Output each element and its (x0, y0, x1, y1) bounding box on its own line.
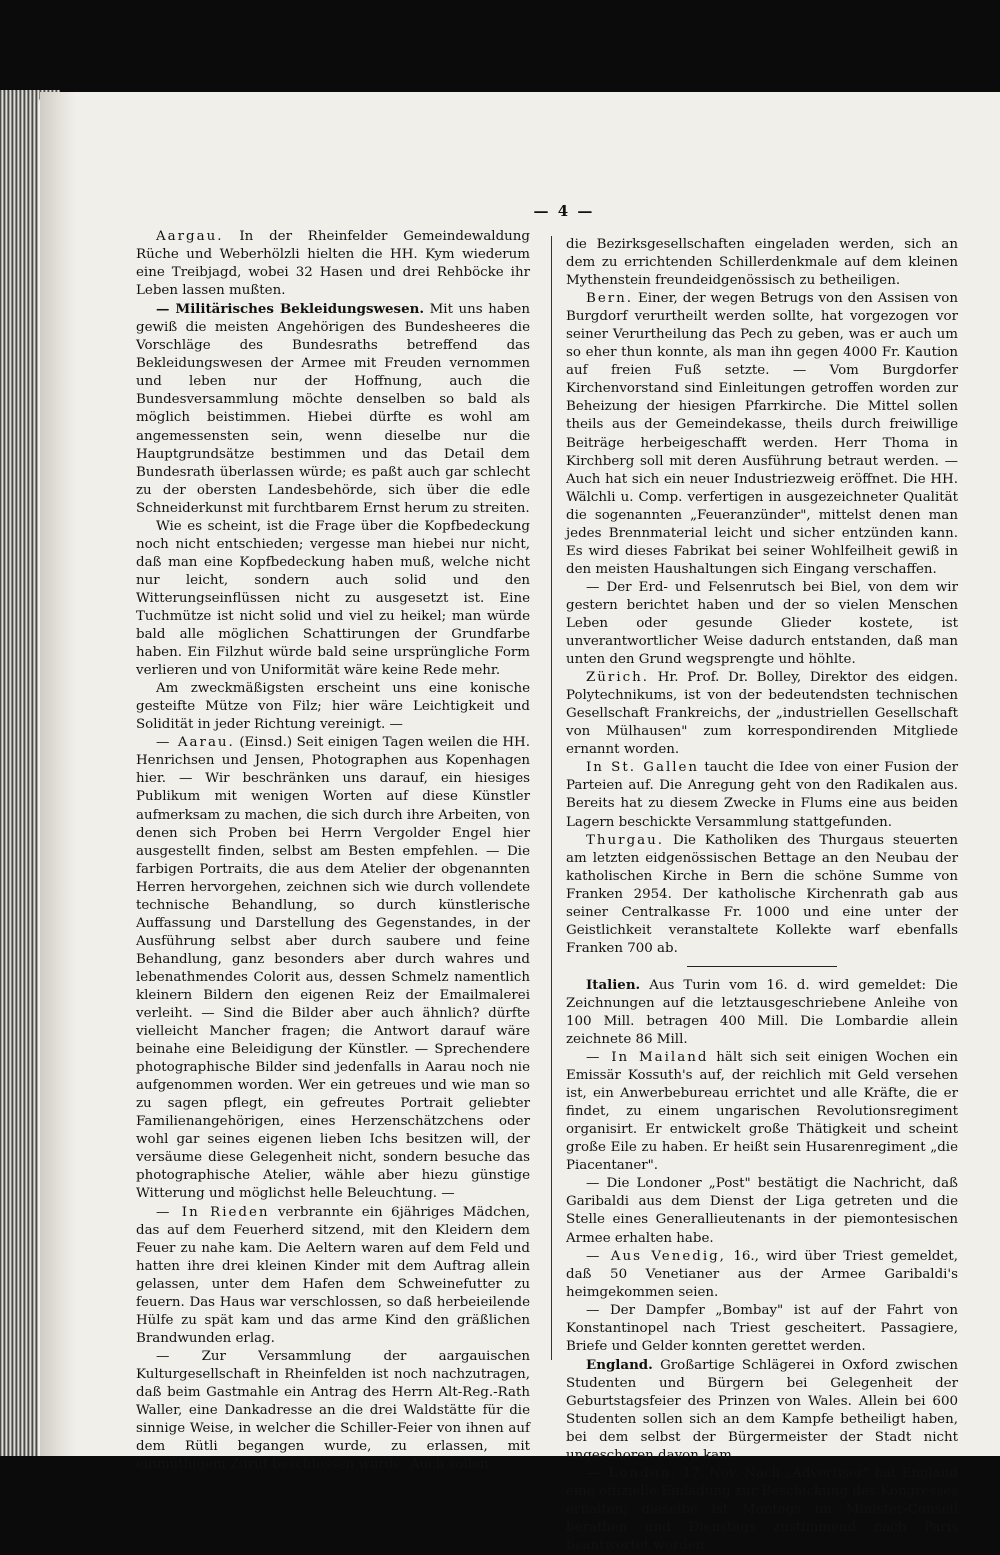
article (566, 976, 958, 1049)
article (136, 518, 530, 680)
article (136, 1348, 530, 1474)
article-text: Am zweckmäßigsten erscheint uns eine konische gesteifte Mütze von Filz; hier wäre Leichtigkeit und Solidität in jeder Richtung vereinigt. — (136, 681, 530, 733)
article-lead: — Der Erd- und Felsenrutsch (586, 579, 796, 595)
article-lead: — In Rieden (156, 1204, 270, 1220)
article-text: 17. Nov. Nach „Advertiser" hat England eine offizielle Einladung zur Beschickung des Kongresses erhalten; dieselbe ist Montags im Minister-Conseil berathen und Dienstags zustimmend nach Paris beantwortet worden. (566, 1466, 958, 1554)
article (566, 1465, 958, 1555)
article-lead: Thurgau. (586, 832, 665, 848)
article (136, 734, 530, 1203)
article (566, 832, 958, 958)
column-divider (551, 236, 552, 1360)
section-divider (687, 966, 837, 967)
article-text: die Bezirksgesellschaften eingeladen werden, sich an dem zu errichtenden Schillerdenkmale auf dem kleinen Mythenstein freundeidgenössisch zu betheiligen. (566, 237, 958, 289)
article-text: In der Rheinfelder Gemeindewaldung Rüche und Weberhölzli hielten die HH. Kym wiederum eine Treibjagd, wobei 32 Hasen und drei Rehböcke ihr Leben lassen mußten. (136, 229, 530, 299)
article-text: ist auf der Fahrt von Konstantinopel nach Triest gescheitert. Passagiere, Briefe und Gelder konnten gerettet werden. (566, 1302, 958, 1354)
article-lead: — Aarau. (156, 735, 235, 751)
article-text: Aus Turin vom 16. d. wird gemeldet: Die Zeichnungen auf die letztausgeschriebene Anleihe von 100 Mill. betragen 400 Mill. Die Lombardie allein zeichnete 86 Mill. (566, 977, 958, 1048)
page-gutter (40, 92, 76, 1456)
article-lead: — London, (586, 1466, 678, 1482)
right-column (566, 236, 958, 1555)
article (566, 1302, 958, 1356)
article-text: 16., wird über Triest gemeldet, daß 50 Venetianer aus der Armee Garibaldi's heimgekommen seien. (566, 1248, 958, 1300)
article (566, 669, 958, 759)
article-lead: — Militärisches Bekleidungswesen. (156, 301, 424, 318)
article-lead: Aargau. (156, 229, 224, 244)
article (566, 1248, 958, 1302)
section-heading: England. (586, 1356, 653, 1373)
article-text: (Einsd.) Seit einigen Tagen weilen die HH. Henrichsen und Jensen, Photographen aus Kopenhagen hier. — Wir beschränken uns darauf, ein hiesiges Publikum mit wenigen Worten auf diese Künstler aufmerksam zu machen, die sich durch ihre Arbeiten, von denen sich Proben bei Herrn Vergolder Engel hier ausgestellt finden, selbst am Besten empfehlen. — Die farbigen Portraits, die aus dem Atelier der obgenannten Herren hervorgehen, zeichnen sich wie durch vollendete technische Behandlung, so durch künstlerische Auffassung und Darstellung des Gegenstandes, in der Ausführung selbst aber durch saubere und feine Behandlung, ganz besonders aber durch wahres und lebenathmendes Colorit aus, dessen Schmelz namentlich kleinern Bildern den eigenen Reiz der Emailmalerei verleiht. — Sind die Bilder aber auch ähnlich? dürfte vielleicht Mancher fragen; die Antwort darauf wäre beinahe eine Beleidigung der Künstler. — Sprechendere photographische Bilder sind jedenfalls in Aarau noch nie aufgenommen worden. Wer ein getreues und wie man so zu sagen pflegt, ein gefreutes Portrait geliebter Familienangehörigen, eines Herzenschätzchens oder wohl gar seines eigenen lieben Ichs besitzen will, der versäume diese Gelegenheit nicht, sondern besuche das photographische Atelier, wähle aber hiezu günstige Witterung und möglichst helle Beleuchtung. — (136, 735, 530, 1202)
article (566, 236, 958, 290)
article (136, 228, 530, 300)
article-lead: — Der Dampfer „Bombay" (586, 1302, 784, 1318)
article (566, 1175, 958, 1247)
article-text: Die Katholiken des Thurgaus steuerten am letzten eidgenössischen Bettage an den Neubau der katholischen Kirche in Bern die schöne Summe von Franken 2954. Der katholische Kirchenrath gab aus seiner Centralkasse Fr. 1000 und eine unter der Geistlichkeit veranstaltete Kollekte warf ebenfalls Franken 700 ab. (566, 832, 958, 956)
article-text: bei Biel, von dem wir gestern berichtet haben und der so vielen Menschen Leben oder gesunde Glieder kostete, ist unverantwortlicher Weise dadurch entstanden, daß man unten den Grund wegsprengte und höhlte. (566, 579, 958, 668)
article-text: Hr. Prof. Dr. Bolley, Direktor des eidgen. Polytechnikums, ist von der bedeutendsten technischen Gesellschaft Frankreichs, der „industriellen Gesellschaft von Mülhausen" zum korrespondirenden Mitgliede ernannt worden. (566, 670, 958, 758)
article-text: taucht die Idee von einer Fusion der Parteien auf. Die Anregung geht von den Radikalen aus. Bereits hat zu diesem Zwecke in Flums eine aus beiden Lagern beschickte Versammlung stattgefunden. (566, 760, 958, 830)
article-lead: — Die Londoner „Post" (586, 1176, 751, 1192)
article-lead: Zürich. (586, 670, 649, 686)
page-number: — 4 — (533, 202, 595, 220)
article (566, 579, 958, 669)
section-heading: Italien. (586, 976, 641, 993)
article-text: bestätigt die Nachricht, daß Garibaldi aus dem Dienst der Liga getreten und die Stelle eines Generallieutenants in der piemontesischen Armee erhalten habe. (566, 1176, 958, 1246)
article-lead: — Zur Versammlung (156, 1348, 352, 1364)
article (566, 1049, 958, 1175)
article-text: Wie es scheint, ist die Frage über die Kopfbedeckung noch nicht entschieden; vergesse man hiebei nur nicht, daß man eine Kopfbedeckung haben muß, welche nicht nur leicht, sondern auch solid und den Witterungseinflüssen nicht zu ausgesetzt ist. Eine Tuchmütze ist nicht solid und viel zu heikel; man würde bald alle möglichen Schattirungen der Grundfarbe haben. Ein Filzhut würde bald seine ursprüngliche Form verlieren und von Uniformität wäre keine Rede mehr. (136, 518, 530, 679)
article (566, 1356, 958, 1465)
article (566, 759, 958, 831)
article-text: Einer, der wegen Betrugs von den Assisen von Burgdorf verurtheilt werden sollte, hat vorgezogen vor seiner Verurtheilung das Pech zu geben, was er auch um so eher thun konnte, als man ihn gegen 4000 Fr. Kaution auf freien Fuß setzte. — Vom Burgdorfer Kirchenvorstand sind Einleitungen getroffen worden zur Beheizung der hiesigen Pfarrkirche. Die Mittel sollen theils aus der Gemeindekasse, theils durch freiwillige Beiträge herbeigeschafft werden. Herr Thoma in Kirchberg soll mit deren Ausführung betraut werden. — Auch hat sich ein neuer Industriezweig eröffnet. Die HH. Wälchli u. Comp. verfertigen in ausgezeichneter Qualität die sogenannten „Feueranzünder", mittelst denen man jedes Brennmaterial leicht und sicher entzünden kann. Es wird dieses Fabrikat bei seiner Wohlfeilheit gewiß in den meisten Haushaltungen sich Eingang verschaffen. (566, 291, 958, 577)
article-text: hält sich seit einigen Wochen ein Emissär Kossuth's auf, der reichlich mit Geld versehen ist, ein Anwerbebureau errichtet und alle Kräfte, die er findet, zu einem ungarischen Revolutionsregiment organisirt. Er entwickelt große Thätigkeit und scheint große Eile zu haben. Er heißt sein Husarenregiment „die Piacentaner". (566, 1050, 958, 1174)
article-text: Mit uns haben gewiß die meisten Angehörigen des Bundesheeres die Vorschläge des Bundesraths betreffend das Bekleidungswesen der Armee mit Freuden vernommen und leben nur der Hoffnung, auch die Bundesversammlung möchte denselben so bald als möglich beistimmen. Hiebei dürfte es wohl am angemessensten sein, wenn dieselbe nur die Hauptgrundsätze bestimmen und das Detail dem Bundesrath überlassen würde; es paßt auch gar schlecht zu der obersten Landesbehörde, sich über die edle Schneiderkunst mit furchtbarem Ernst herum zu streiten. (136, 302, 530, 516)
article-text: verbrannte ein 6jähriges Mädchen, das auf dem Feuerherd sitzend, mit den Kleidern dem Feuer zu nahe kam. Die Aeltern waren auf dem Feld und hatten ihre drei kleinen Kinder mit dem Auftrag allein gelassen, unter dem Hafen dem Schweinefutter zu feuern. Das Haus war verschlossen, so daß herbeieilende Hülfe zu spät kam und das arme Kind den gräßlichen Brandwunden erlag. (136, 1204, 530, 1346)
left-column (136, 228, 530, 1474)
article (136, 1204, 530, 1348)
article (566, 290, 958, 579)
article-text: Großartige Schlägerei in Oxford zwischen Studenten und Bürgern bei Gelegenheit der Geburtstagsfeier des Prinzen von Wales. Allein bei 600 Studenten sollen sich an dem Kampfe betheiligt haben, bei dem selbst der Bürgermeister der Stadt nicht ungeschoren davon kam. (566, 1357, 958, 1464)
article (136, 680, 530, 734)
article (136, 300, 530, 518)
article-text: der aargauischen Kulturgesellschaft in Rheinfelden ist noch nachzutragen, daß beim Gastmahle ein Antrag des Herrn Alt-Reg.-Rath Waller, eine Dankadresse an die drei Waldstätte für die sinnige Weise, in welcher die Schiller-Feier von ihnen auf dem Rütli begangen wurde, zu erlassen, mit einmüthigem Zuruf beschlossen wurde. Auch sollen (136, 1348, 530, 1473)
article-lead: Bern. (586, 291, 634, 307)
article-lead: In St. Gallen (586, 760, 700, 776)
article-lead: — In Mailand (586, 1050, 709, 1066)
article-lead: — Aus Venedig, (586, 1248, 726, 1264)
